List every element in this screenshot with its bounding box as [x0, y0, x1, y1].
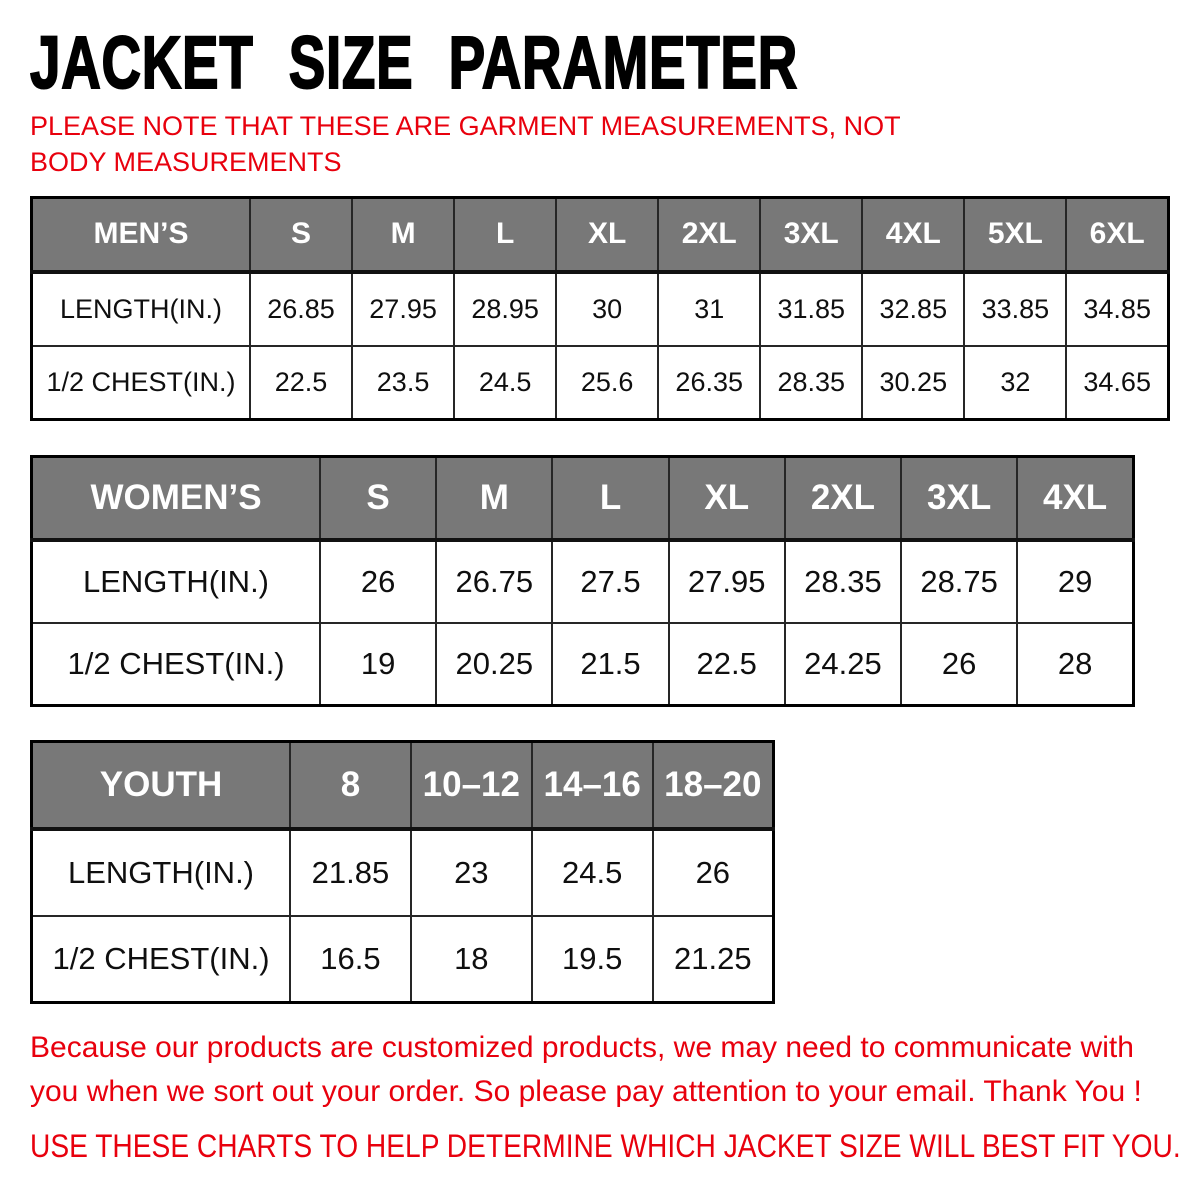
table-title-cell: YOUTH [32, 742, 291, 829]
value-cell: 26.85 [250, 272, 352, 346]
customization-notice: Because our products are customized products, we may need to communicate with you when we sort out your order. So please pay attention to your email. Thank You ! [30, 1031, 1142, 1108]
value-cell: 33.85 [964, 272, 1066, 346]
row-label-cell: 1/2 CHEST(IN.) [32, 623, 321, 706]
column-header-cell: 8 [290, 742, 411, 829]
value-cell: 26 [320, 540, 436, 623]
value-cell: 16.5 [290, 916, 411, 1003]
value-cell: 32 [964, 346, 1066, 420]
row-label-cell: LENGTH(IN.) [32, 829, 291, 916]
value-cell: 30 [556, 272, 658, 346]
table-row [32, 346, 1169, 420]
table-row [32, 623, 1134, 706]
size-table [30, 196, 1170, 421]
value-cell: 32.85 [862, 272, 964, 346]
value-cell: 28.35 [760, 346, 862, 420]
value-cell: 26 [901, 623, 1017, 706]
column-header-cell: 4XL [1017, 457, 1133, 540]
table-header-row [32, 457, 1134, 540]
value-cell: 28.35 [785, 540, 901, 623]
value-cell: 27.5 [552, 540, 668, 623]
mens-size-table [30, 196, 1170, 421]
table-row [32, 540, 1134, 623]
column-header-cell: M [352, 198, 454, 272]
value-cell: 21.5 [552, 623, 668, 706]
value-cell: 30.25 [862, 346, 964, 420]
value-cell: 26.35 [658, 346, 760, 420]
value-cell: 21.85 [290, 829, 411, 916]
value-cell: 24.5 [532, 829, 653, 916]
table-title-cell: MEN’S [32, 198, 251, 272]
value-cell: 18 [411, 916, 532, 1003]
column-header-cell: 3XL [760, 198, 862, 272]
value-cell: 28 [1017, 623, 1133, 706]
column-header-cell: S [250, 198, 352, 272]
value-cell: 19.5 [532, 916, 653, 1003]
column-header-cell: 2XL [658, 198, 760, 272]
column-header-cell: 6XL [1066, 198, 1168, 272]
size-table [30, 455, 1135, 707]
column-header-cell: 2XL [785, 457, 901, 540]
value-cell: 20.25 [436, 623, 552, 706]
value-cell: 23 [411, 829, 532, 916]
value-cell: 28.95 [454, 272, 556, 346]
column-header-cell: L [552, 457, 668, 540]
table-row [32, 916, 774, 1003]
row-label-cell: 1/2 CHEST(IN.) [32, 346, 251, 420]
column-header-cell: 18–20 [653, 742, 774, 829]
value-cell: 29 [1017, 540, 1133, 623]
table-title-cell: WOMEN’S [32, 457, 321, 540]
value-cell: 25.6 [556, 346, 658, 420]
womens-size-table [30, 455, 1135, 707]
fit-advice: USE THESE CHARTS TO HELP DETERMINE WHICH JACKET SIZE WILL BEST FIT YOU. [30, 1128, 1181, 1164]
value-cell: 21.25 [653, 916, 774, 1003]
column-header-cell: S [320, 457, 436, 540]
value-cell: 22.5 [669, 623, 785, 706]
value-cell: 31.85 [760, 272, 862, 346]
value-cell: 28.75 [901, 540, 1017, 623]
table-header-row [32, 198, 1169, 272]
youth-size-table [30, 740, 775, 1004]
column-header-cell: L [454, 198, 556, 272]
value-cell: 27.95 [669, 540, 785, 623]
column-header-cell: XL [556, 198, 658, 272]
column-header-cell: 4XL [862, 198, 964, 272]
value-cell: 31 [658, 272, 760, 346]
column-header-cell: 5XL [964, 198, 1066, 272]
value-cell: 27.95 [352, 272, 454, 346]
garment-measurement-note: PLEASE NOTE THAT THESE ARE GARMENT MEASUREMENTS, NOT BODY MEASUREMENTS [30, 111, 901, 178]
row-label-cell: 1/2 CHEST(IN.) [32, 916, 291, 1003]
row-label-cell: LENGTH(IN.) [32, 272, 251, 346]
value-cell: 22.5 [250, 346, 352, 420]
row-label-cell: LENGTH(IN.) [32, 540, 321, 623]
value-cell: 24.25 [785, 623, 901, 706]
column-header-cell: 14–16 [532, 742, 653, 829]
page-title: JACKET SIZE PARAMETER [30, 21, 798, 104]
value-cell: 24.5 [454, 346, 556, 420]
value-cell: 34.85 [1066, 272, 1168, 346]
value-cell: 19 [320, 623, 436, 706]
value-cell: 34.65 [1066, 346, 1168, 420]
table-row [32, 272, 1169, 346]
value-cell: 26 [653, 829, 774, 916]
column-header-cell: XL [669, 457, 785, 540]
size-table [30, 740, 775, 1004]
value-cell: 23.5 [352, 346, 454, 420]
column-header-cell: 3XL [901, 457, 1017, 540]
column-header-cell: 10–12 [411, 742, 532, 829]
value-cell: 26.75 [436, 540, 552, 623]
column-header-cell: M [436, 457, 552, 540]
table-row [32, 829, 774, 916]
table-header-row [32, 742, 774, 829]
